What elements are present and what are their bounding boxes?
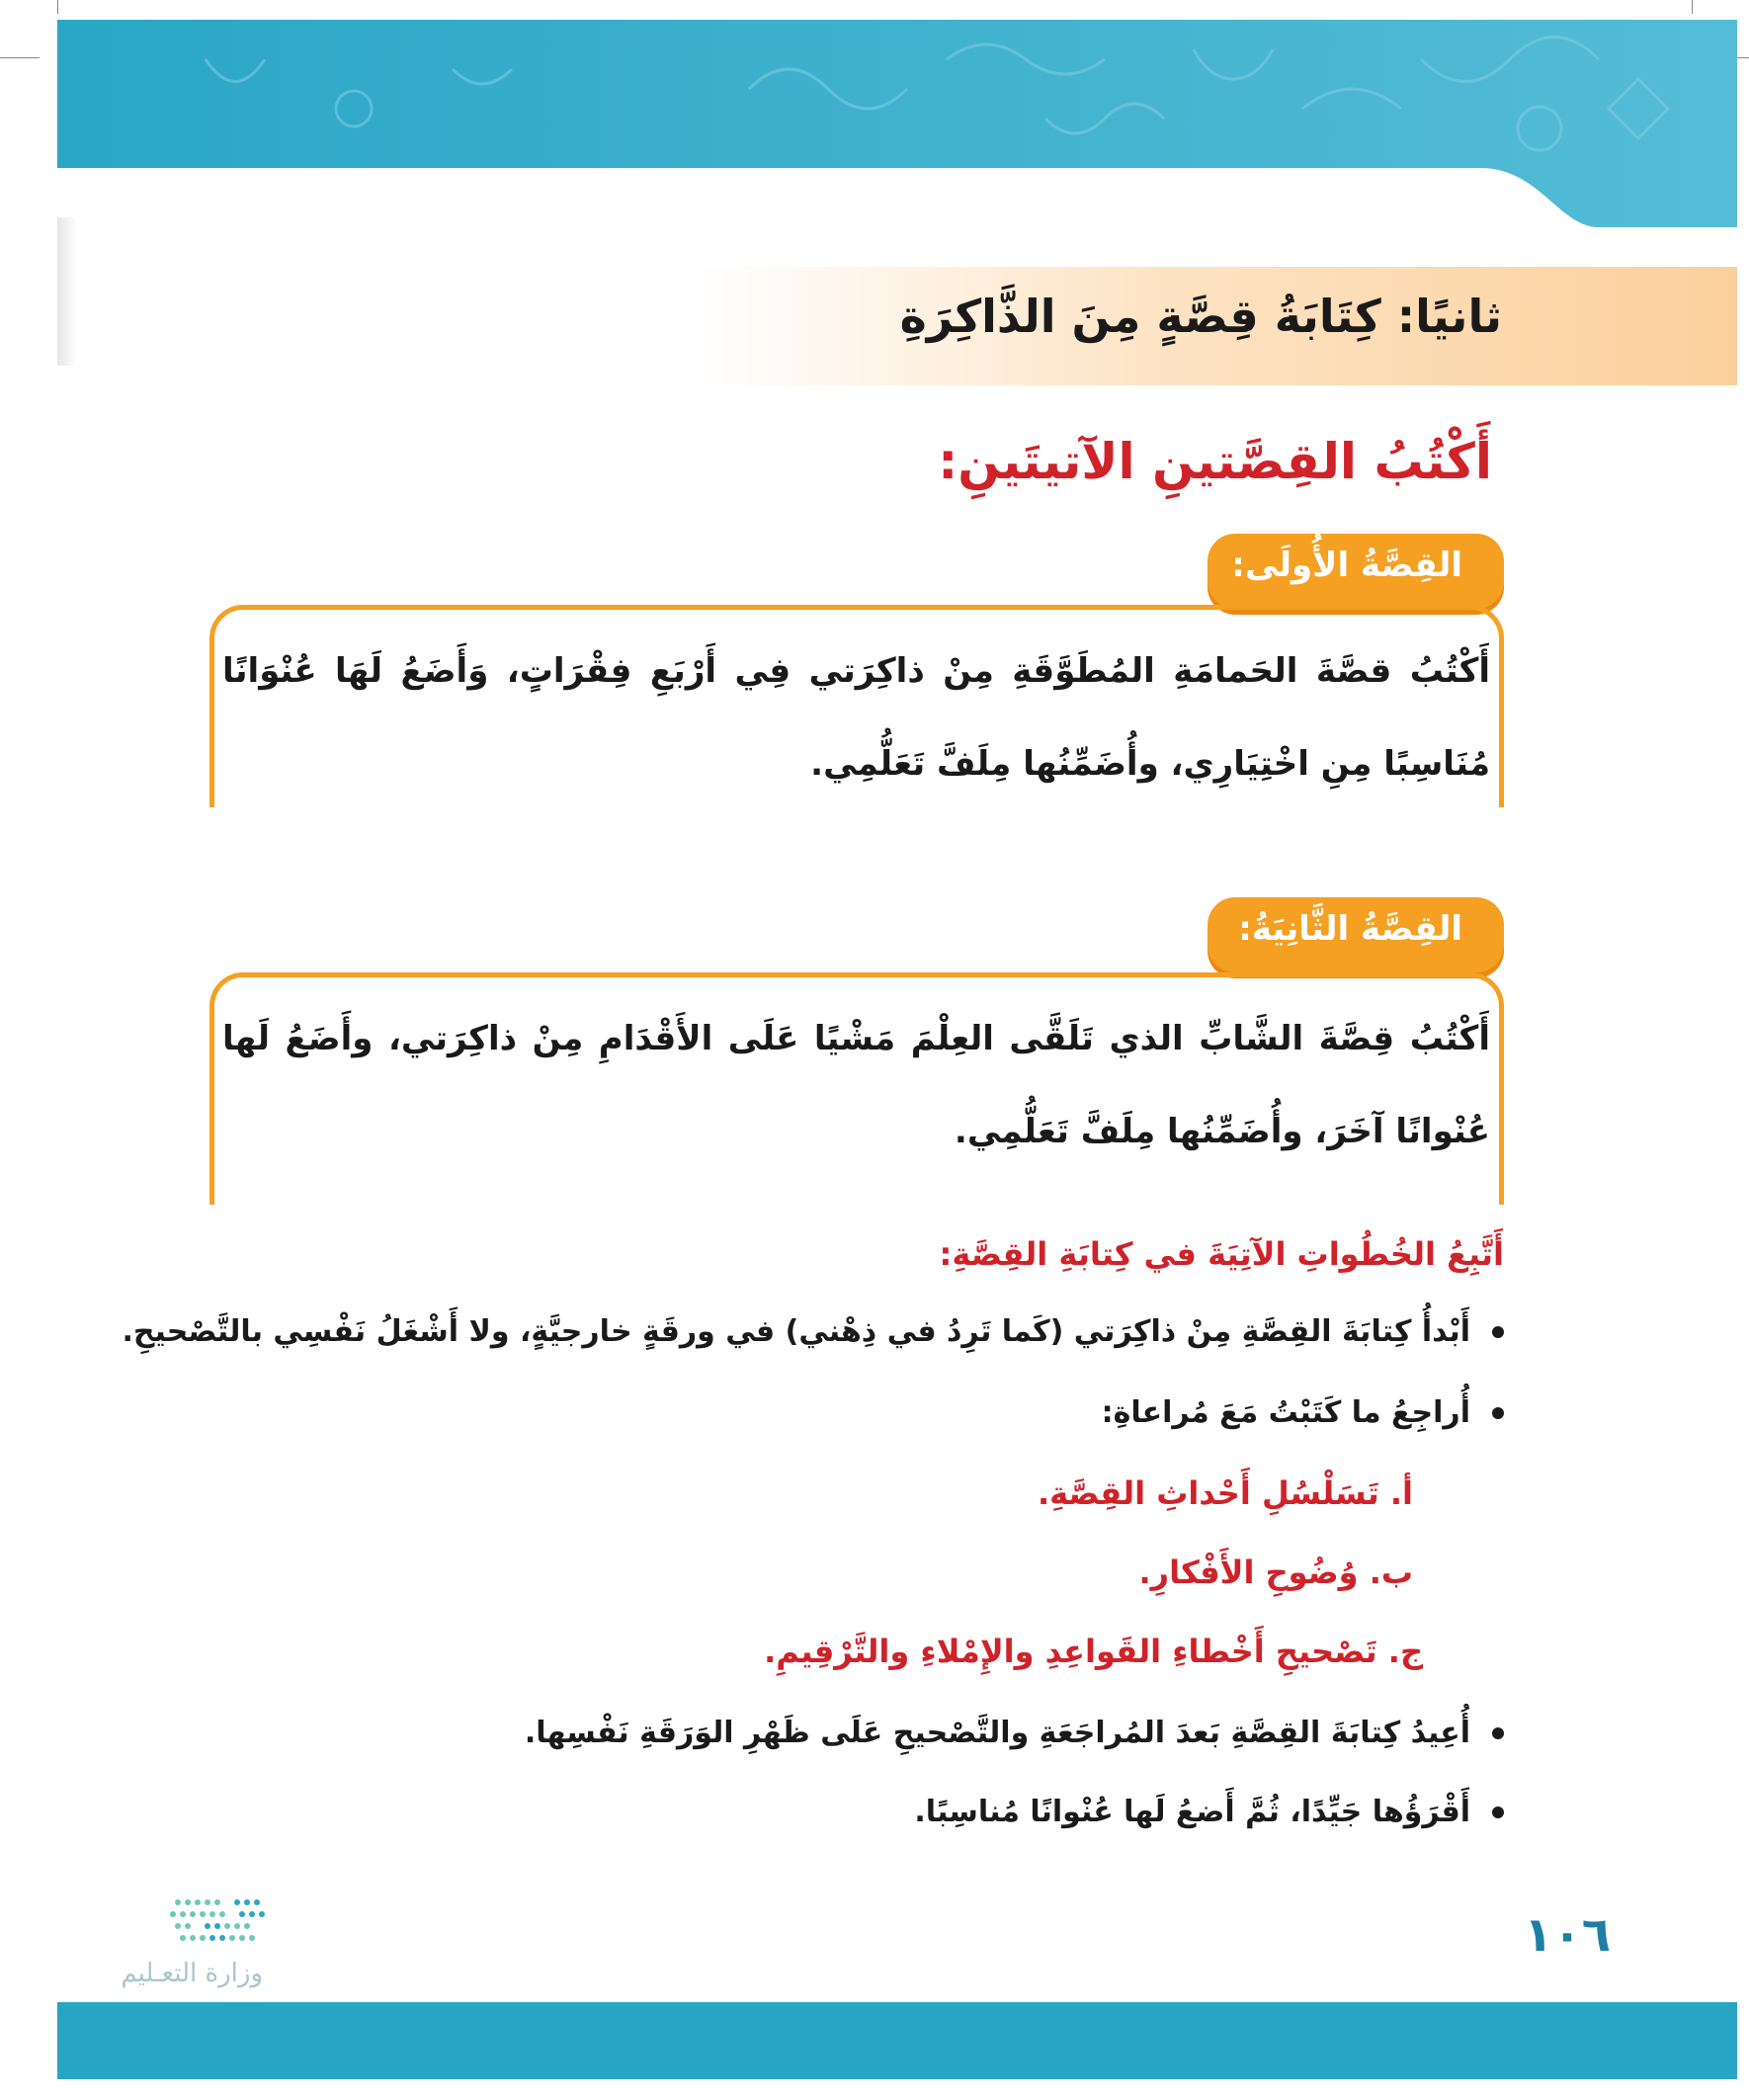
ministry-name: وزارة التعـليم xyxy=(121,1959,263,1988)
story-two-text: أَكْتُبُ قِصَّةَ الشَّابِّ الذي تَلَقَّى العِلْمَ مَشْيًا عَلَى الأَقْدَامِ مِنْ ذاكِرَتي، وأَضَعُ لَها عُنْوانًا آخَرَ، وأُضَمِّنُها مِلَفَّ تَعَلُّمِي. xyxy=(222,1019,1490,1151)
crop-mark xyxy=(1692,0,1693,14)
story-one-text: أَكْتُبُ قصَّةَ الحَمامَةِ المُطَوَّقَةِ مِنْ ذاكِرَتي فِي أَرْبَعِ فِقْرَاتٍ، وَأَضَعُ لَهَا عُنْوَانًا مُنَاسِبًا مِنِ اخْتِيَارِي، وأُضَمِّنُها مِلَفَّ تَعَلُّمِي. xyxy=(222,651,1490,784)
page-edge-shadow xyxy=(57,217,77,366)
bullet-icon xyxy=(1492,1727,1504,1739)
sub-item-b: ب. وُضُوحِ الأَفْكارِ. xyxy=(1138,1554,1413,1591)
sub-item-c: ج. تَصْحيحِ أَخْطاءِ القَواعِدِ والإِمْلاءِ والتَّرْقِيمِ. xyxy=(764,1633,1423,1670)
step-text: أُراجِعُ ما كَتَبْتُ مَعَ مُراعاةِ: xyxy=(1101,1395,1470,1430)
bullet-icon xyxy=(1492,1407,1504,1419)
sub-item-a: أ. تَسَلْسُلِ أَحْداثِ القِصَّةِ. xyxy=(1037,1474,1413,1512)
step-text: أَبْدأُ كِتابَةَ القِصَّةِ مِنْ ذاكِرَتي (كَما تَرِدُ في ذِهْني) في ورقَةٍ خارجيَّةٍ، ولا أَشْغَلُ نَفْسِي بالتَّصْحيحِ. xyxy=(122,1314,1470,1349)
main-heading: أَكْتُبُ القِصَّتينِ الآتيتَينِ: xyxy=(938,433,1492,490)
step-text: أَقْرَؤُها جَيِّدًا، ثُمَّ أَضعُ لَها عُنْوانًا مُناسِبًا. xyxy=(914,1795,1470,1829)
bullet-icon xyxy=(1492,1806,1504,1818)
page-number: ١٠٦ xyxy=(1524,1907,1611,1963)
steps-heading: أَتَّبِعُ الخُطُواتِ الآتِيَةَ في كِتابَةِ القِصَّةِ: xyxy=(939,1235,1504,1273)
bullet-icon xyxy=(1492,1326,1504,1338)
story-one-label: القِصَّةُ الأُولَى: xyxy=(1231,546,1462,585)
section-title: ثانيًا: كِتَابَةُ قِصَّةٍ مِنَ الذَّاكِرَةِ xyxy=(899,290,1502,343)
crop-mark xyxy=(57,0,58,14)
step-bullet-1 xyxy=(122,1314,1504,1349)
step-bullet-4 xyxy=(914,1795,1504,1829)
step-bullet-3 xyxy=(525,1716,1504,1750)
crop-mark xyxy=(0,57,40,58)
story-two-label: القِصَّةُ الثَّانِيَةُ: xyxy=(1238,909,1462,949)
header-banner xyxy=(57,20,1737,249)
step-text: أُعِيدُ كِتابَةَ القِصَّةِ بَعدَ المُراجَعَةِ والتَّصْحيحِ عَلَى ظَهْرِ الوَرَقَةِ نَفْسِها. xyxy=(524,1716,1470,1750)
footer-band xyxy=(57,2002,1737,2079)
step-bullet-2 xyxy=(1102,1395,1504,1430)
